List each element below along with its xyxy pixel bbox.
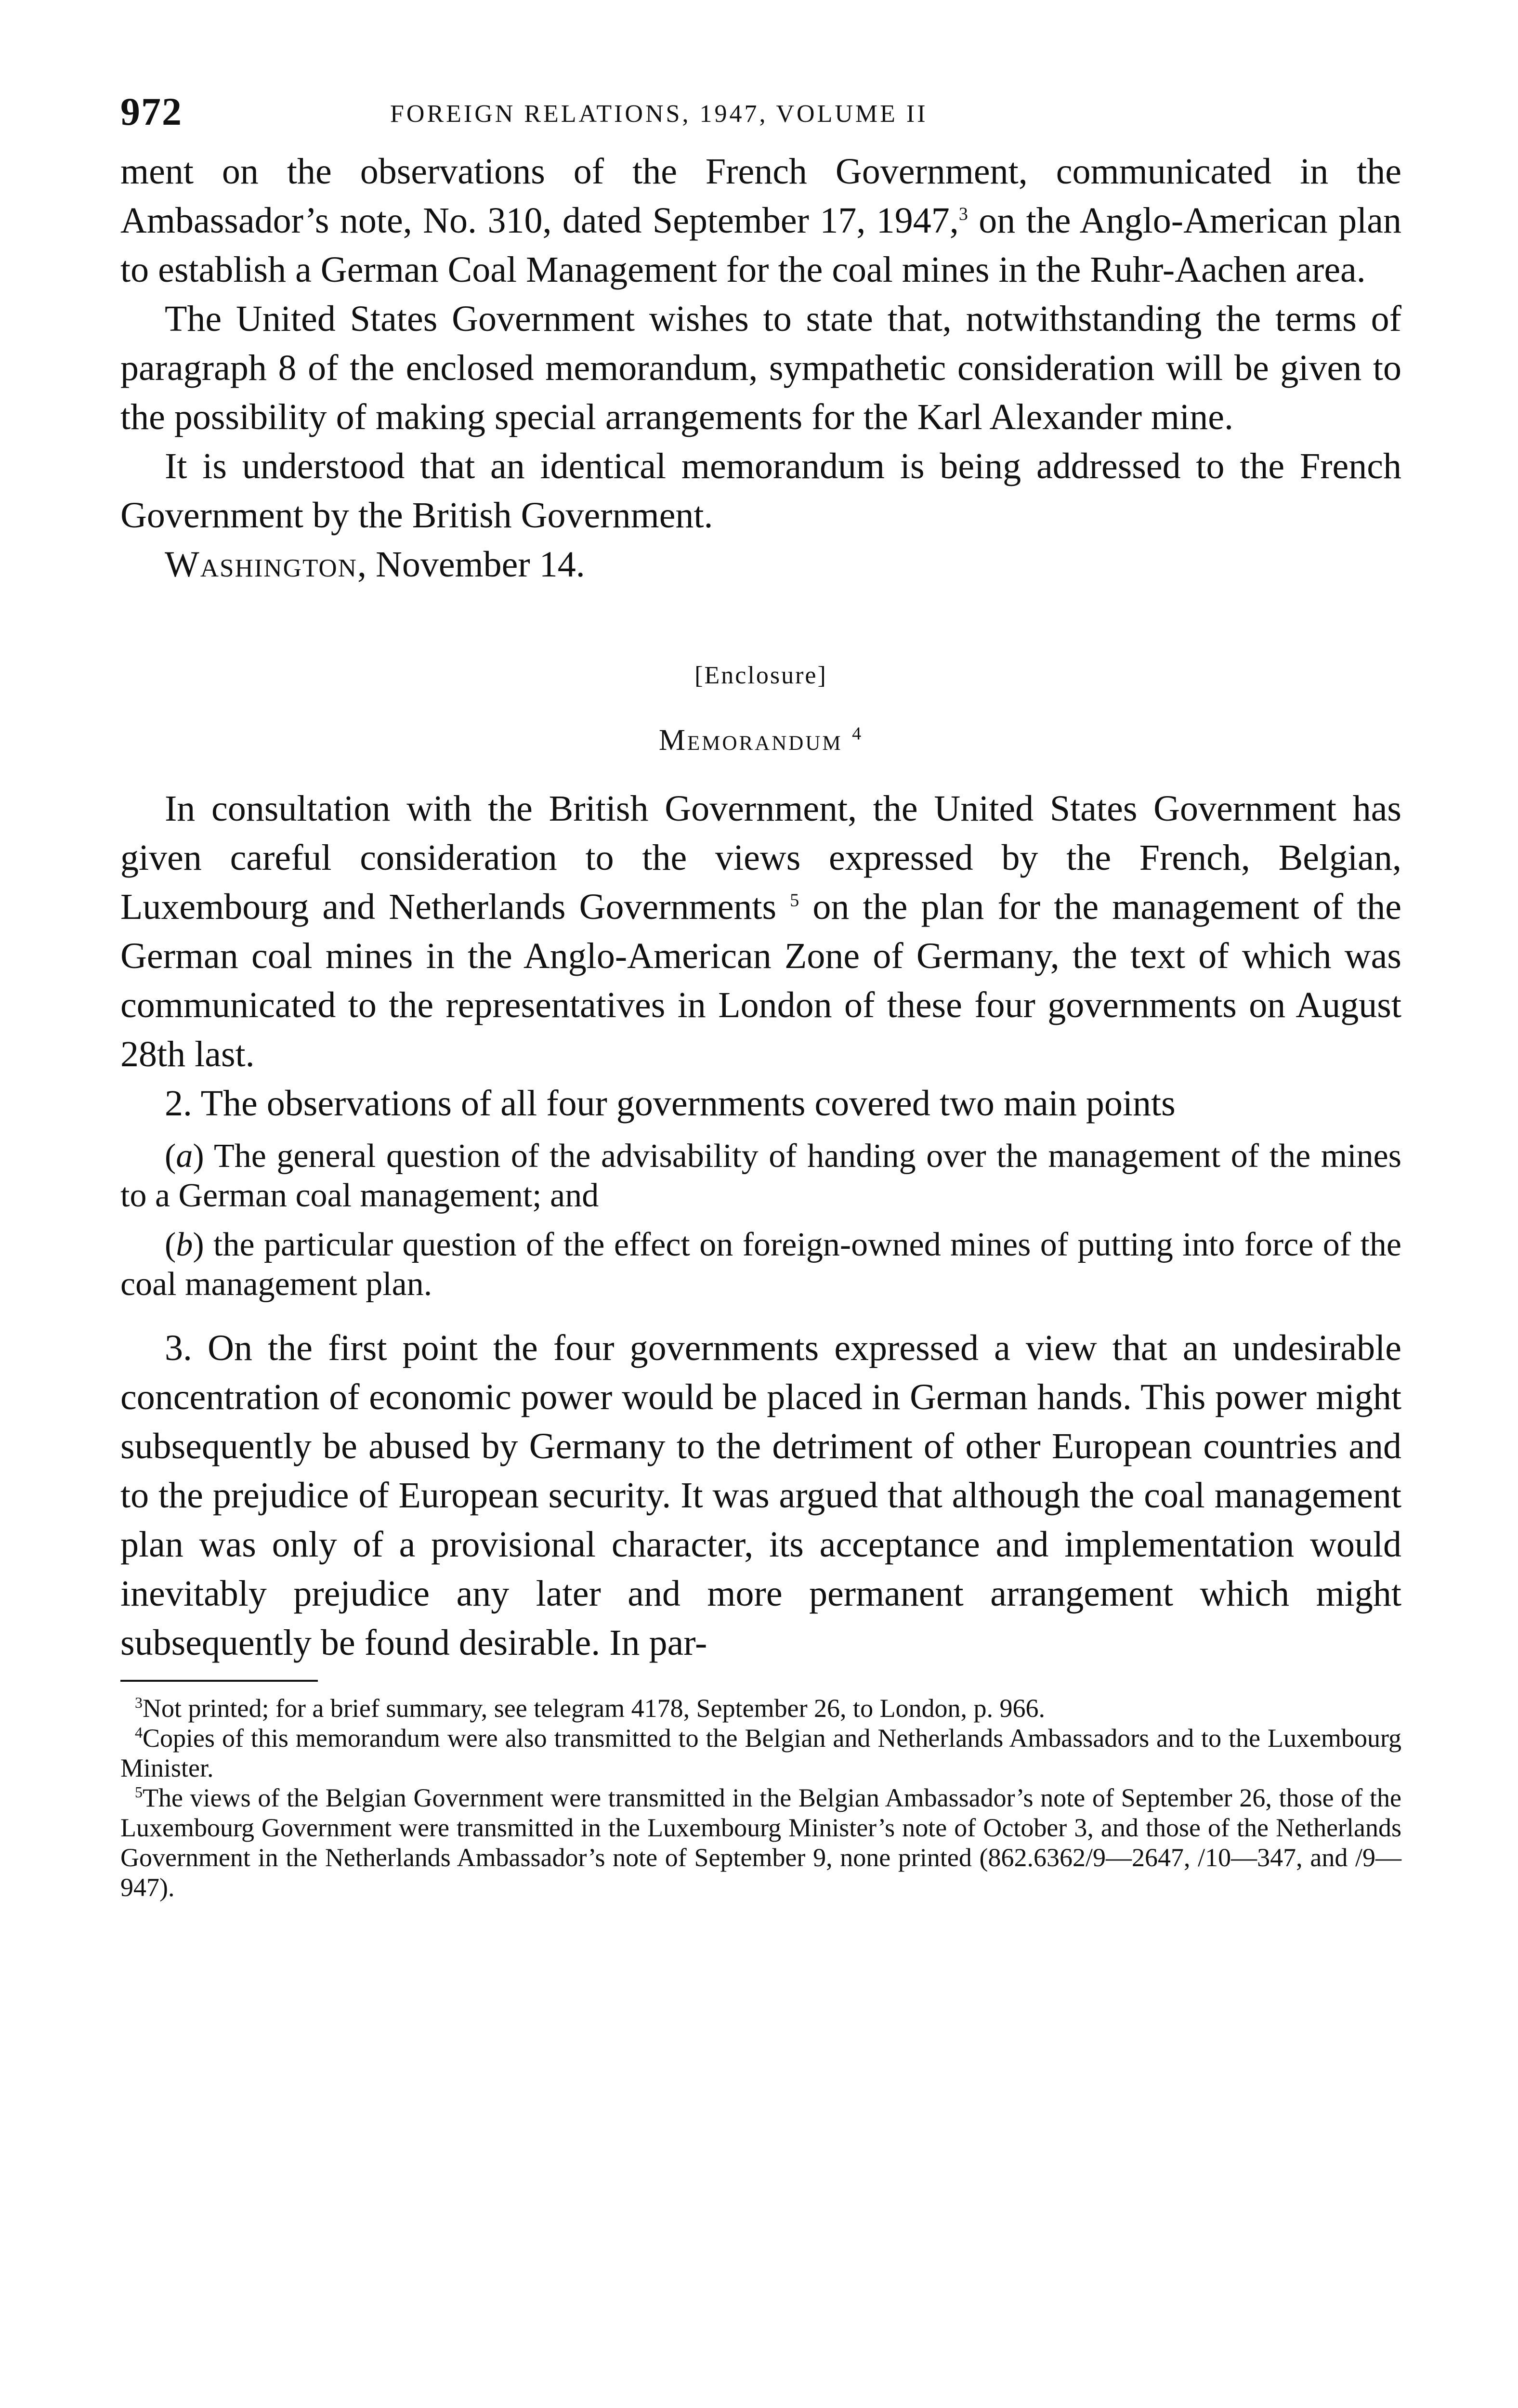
- paragraph-karl-alexander: The United States Government wishes to state that, notwithstanding the terms of paragraph 8 of the enclosed memorandum, sympathetic consideration will be given to the possibility of making special arrangements for the Karl Alexander mine.: [120, 299, 1401, 437]
- footnote-divider: [120, 1680, 318, 1682]
- signoff-date: , November 14.: [357, 544, 585, 585]
- memo-paragraph-2: 2. The observations of all four governments covered two main points: [165, 1083, 1176, 1124]
- memo-point-b: (b) the particular question of the effect on foreign-owned mines of putting into force of the coal management plan.: [120, 1226, 1401, 1303]
- running-title: FOREIGN RELATIONS, 1947, VOLUME II: [390, 100, 928, 128]
- footnote-3: $^3$Not printed; for a brief summary, see telegram 4178, September 26, to London, p. 966.: [135, 1694, 1046, 1723]
- footnote-5: $^5$The views of the Belgian Government were transmitted in the Belgian Ambassador’s note of September 26, those of the Luxembourg Government were transmitted in the Luxembourg Minister’s note of October 3, and those of the Netherlands Government in the Netherlands Ambassador’s note of September 9, none printed (862.6362/9—2647, /10—347, and /9—947).: [120, 1783, 1401, 1902]
- paragraph-continuation: ment on the observations of the French Government, communicated in the Ambassador’s note, No. 310, dated September 17, 1947,$^3$ on the Anglo-American plan to establish a German Coal Management for the coal mines in the Ruhr-Aachen area.: [120, 151, 1401, 290]
- document-page: [120, 89, 1401, 1902]
- paragraph-identical-memorandum: It is understood that an identical memorandum is being addressed to the French Government by the British Government.: [120, 446, 1401, 536]
- footnote-ref-3: 3: [958, 204, 968, 224]
- running-header: [120, 89, 1401, 147]
- page-number: 972: [120, 90, 183, 133]
- signoff-place: Washington: [165, 544, 357, 585]
- memorandum-title: Memorandum $^4$: [658, 723, 864, 757]
- memo-paragraph-1: In consultation with the British Government, the United States Government has given careful consideration to the views expressed by the French, Belgian, Luxembourg and Netherlands Governments $^5$ on the plan for the management of the German coal mines in the Anglo-American Zone of Germany, the text of which was communicated to the representatives in London of these four governments on August 28th last.: [120, 788, 1402, 1074]
- memo-paragraph-3: 3. On the first point the four governments expressed a view that an undesirable concentration of economic power would be placed in German hands. This power might subsequently be abused by Germany to the detriment of other European countries and to the prejudice of European security. It was argued that although the coal management plan was only of a provisional character, its acceptance and implementation would inevitably prejudice any later and more permanent arrangement which might subsequently be found desirable. In par-: [120, 1328, 1401, 1663]
- footnote-4: $^4$Copies of this memorandum were also transmitted to the Belgian and Netherlands Ambassadors and to the Luxembourg Minister.: [120, 1724, 1401, 1782]
- memo-point-a: (a) The general question of the advisability of handing over the management of the mines to a German coal management; and: [120, 1138, 1401, 1214]
- footnote-ref-4: 4: [852, 723, 864, 744]
- footnote-ref-5: 5: [790, 890, 799, 911]
- signoff: [120, 540, 1401, 589]
- enclosure-label: [Enclosure]: [694, 662, 827, 689]
